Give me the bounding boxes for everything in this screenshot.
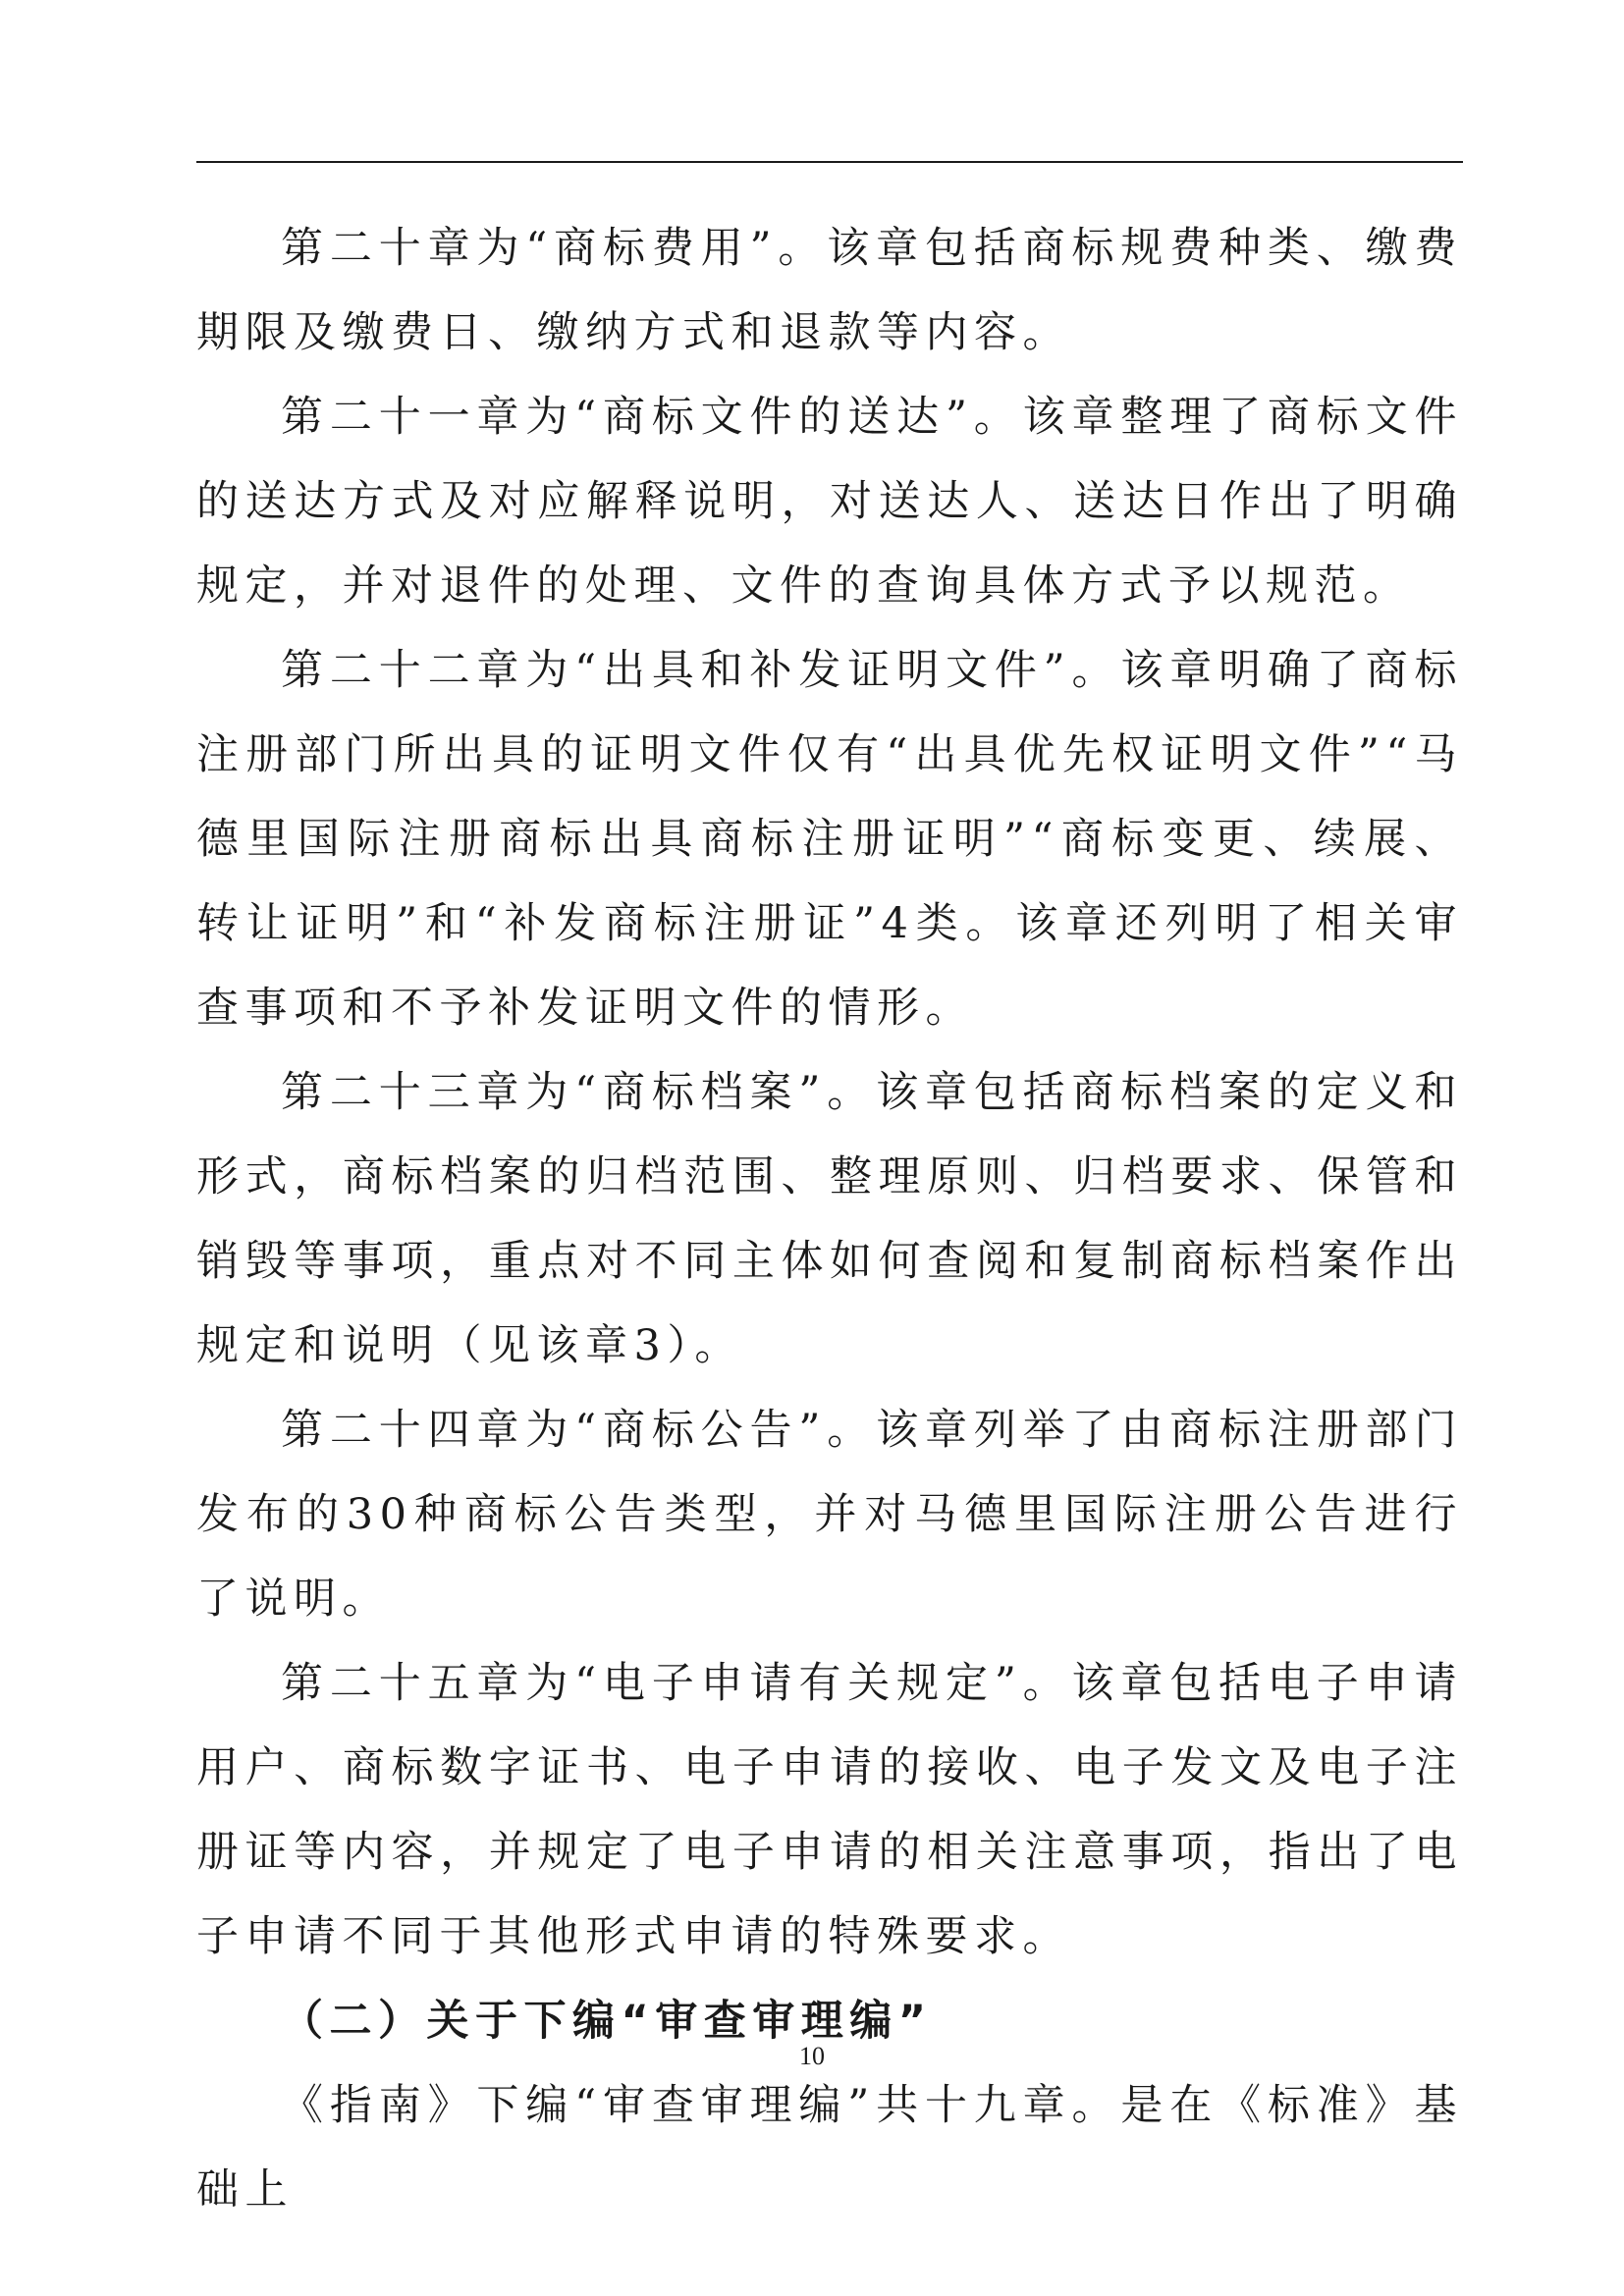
paragraph-chapter-20: 第二十章为“商标费用”。该章包括商标规费种类、缴费期限及缴费日、缴纳方式和退款等内容。 bbox=[196, 224, 1463, 357]
paragraph-chapter-24: 第二十四章为“商标公告”。该章列举了由商标注册部门发布的30种商标公告类型，并对马德里国际注册公告进行了说明。 bbox=[196, 1406, 1463, 1624]
paragraph-chapter-23: 第二十三章为“商标档案”。该章包括商标档案的定义和形式，商标档案的归档范围、整理原则、归档要求、保管和销毁等事项，重点对不同主体如何查阅和复制商标档案作出规定和说明（见该章3）。 bbox=[196, 1068, 1463, 1370]
paragraph-closing: 《指南》下编“审查审理编”共十九章。是在《标准》基础上 bbox=[196, 2081, 1463, 2215]
paragraph-chapter-22: 第二十二章为“出具和补发证明文件”。该章明确了商标注册部门所出具的证明文件仅有“出具优先权证明文件”“马德里国际注册商标出具商标注册证明”“商标变更、续展、转让证明”和“补发商标注册证”4类。该章还列明了相关审查事项和不予补发证明文件的情形。 bbox=[196, 646, 1463, 1033]
page-body bbox=[196, 206, 1463, 2232]
paragraph-chapter-25: 第二十五章为“电子申请有关规定”。该章包括电子申请用户、商标数字证书、电子申请的接收、电子发文及电子注册证等内容，并规定了电子申请的相关注意事项，指出了电子申请不同于其他形式申请的特殊要求。 bbox=[196, 1659, 1463, 1961]
page-number: 10 bbox=[799, 2042, 825, 2070]
paragraph-chapter-21: 第二十一章为“商标文件的送达”。该章整理了商标文件的送达方式及对应解释说明，对送达人、送达日作出了明确规定，并对退件的处理、文件的查询具体方式予以规范。 bbox=[196, 393, 1463, 611]
section-heading: （二）关于下编“审查审理编” bbox=[281, 1997, 933, 2046]
header-rule bbox=[196, 161, 1463, 163]
